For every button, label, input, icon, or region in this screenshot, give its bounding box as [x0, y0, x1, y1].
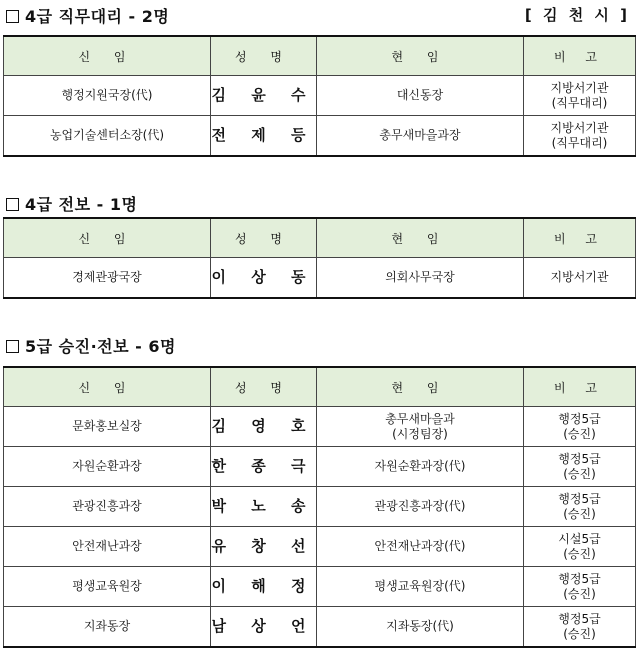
- current-post-cell: 의회사무국장: [317, 258, 524, 299]
- header-note: 비 고: [524, 218, 636, 258]
- current-post-cell: 관광진흥과장(代): [317, 487, 524, 527]
- new-post-cell: 안전재난과장: [4, 527, 211, 567]
- new-post-cell: 자원순환과장: [4, 447, 211, 487]
- section-title-3: [6, 334, 176, 357]
- header-new-post: 신 임: [4, 218, 211, 258]
- note-cell: 시설5급 (승진): [524, 527, 636, 567]
- table-row: [4, 607, 636, 648]
- city-label: [ 김 천 시 ]: [524, 6, 630, 24]
- name-cell: 유 창 선: [211, 527, 317, 567]
- current-post-cell: 자원순환과장(代): [317, 447, 524, 487]
- table-row: [4, 527, 636, 567]
- note-cell: 행정5급 (승진): [524, 607, 636, 648]
- header-name: 성 명: [211, 367, 317, 407]
- table-row: [4, 258, 636, 299]
- note-cell: 지방서기관 (직무대리): [524, 116, 636, 157]
- table-header-row: [4, 218, 636, 258]
- note-cell: 행정5급 (승진): [524, 447, 636, 487]
- header-name: 성 명: [211, 218, 317, 258]
- name-cell: 한 종 극: [211, 447, 317, 487]
- section-title-1: [6, 4, 169, 27]
- header-current-post: 현 임: [317, 367, 524, 407]
- table-4급-전보: [3, 217, 636, 299]
- header-note: 비 고: [524, 367, 636, 407]
- new-post-cell: 평생교육원장: [4, 567, 211, 607]
- section-title-2: [6, 192, 137, 215]
- new-post-cell: 농업기술센터소장(代): [4, 116, 211, 157]
- new-post-cell: 문화홍보실장: [4, 407, 211, 447]
- note-cell: 행정5급 (승진): [524, 487, 636, 527]
- name-cell: 남 상 언: [211, 607, 317, 648]
- checkbox-square-icon: [6, 340, 19, 353]
- current-post-cell: 총무새마을과 (시정팀장): [317, 407, 524, 447]
- current-post-cell: 평생교육원장(代): [317, 567, 524, 607]
- current-post-cell: 지좌동장(代): [317, 607, 524, 648]
- header-new-post: 신 임: [4, 36, 211, 76]
- name-cell: 이 해 정: [211, 567, 317, 607]
- new-post-cell: 행정지원국장(代): [4, 76, 211, 116]
- table-row: [4, 116, 636, 157]
- section-title-text: 4급 전보 - 1명: [25, 195, 138, 214]
- section-title-text: 4급 직무대리 - 2명: [25, 7, 170, 26]
- table-row: [4, 447, 636, 487]
- table-4급-직무대리: [3, 35, 636, 157]
- name-cell: 이 상 동: [211, 258, 317, 299]
- note-cell: 행정5급 (승진): [524, 567, 636, 607]
- checkbox-square-icon: [6, 10, 19, 23]
- table-5급-승진전보: [3, 366, 636, 648]
- header-current-post: 현 임: [317, 36, 524, 76]
- note-cell: 지방서기관: [524, 258, 636, 299]
- new-post-cell: 지좌동장: [4, 607, 211, 648]
- name-cell: 전 제 등: [211, 116, 317, 157]
- name-cell: 김 영 호: [211, 407, 317, 447]
- table-header-row: [4, 367, 636, 407]
- current-post-cell: 안전재난과장(代): [317, 527, 524, 567]
- table-row: [4, 567, 636, 607]
- table-row: [4, 407, 636, 447]
- header-new-post: 신 임: [4, 367, 211, 407]
- current-post-cell: 총무새마을과장: [317, 116, 524, 157]
- new-post-cell: 경제관광국장: [4, 258, 211, 299]
- new-post-cell: 관광진흥과장: [4, 487, 211, 527]
- current-post-cell: 대신동장: [317, 76, 524, 116]
- section-title-text: 5급 승진·전보 - 6명: [25, 337, 176, 356]
- note-cell: 지방서기관 (직무대리): [524, 76, 636, 116]
- checkbox-square-icon: [6, 198, 19, 211]
- header-current-post: 현 임: [317, 218, 524, 258]
- header-name: 성 명: [211, 36, 317, 76]
- name-cell: 김 윤 수: [211, 76, 317, 116]
- name-cell: 박 노 송: [211, 487, 317, 527]
- table-row: [4, 76, 636, 116]
- header-note: 비 고: [524, 36, 636, 76]
- note-cell: 행정5급 (승진): [524, 407, 636, 447]
- table-row: [4, 487, 636, 527]
- table-header-row: [4, 36, 636, 76]
